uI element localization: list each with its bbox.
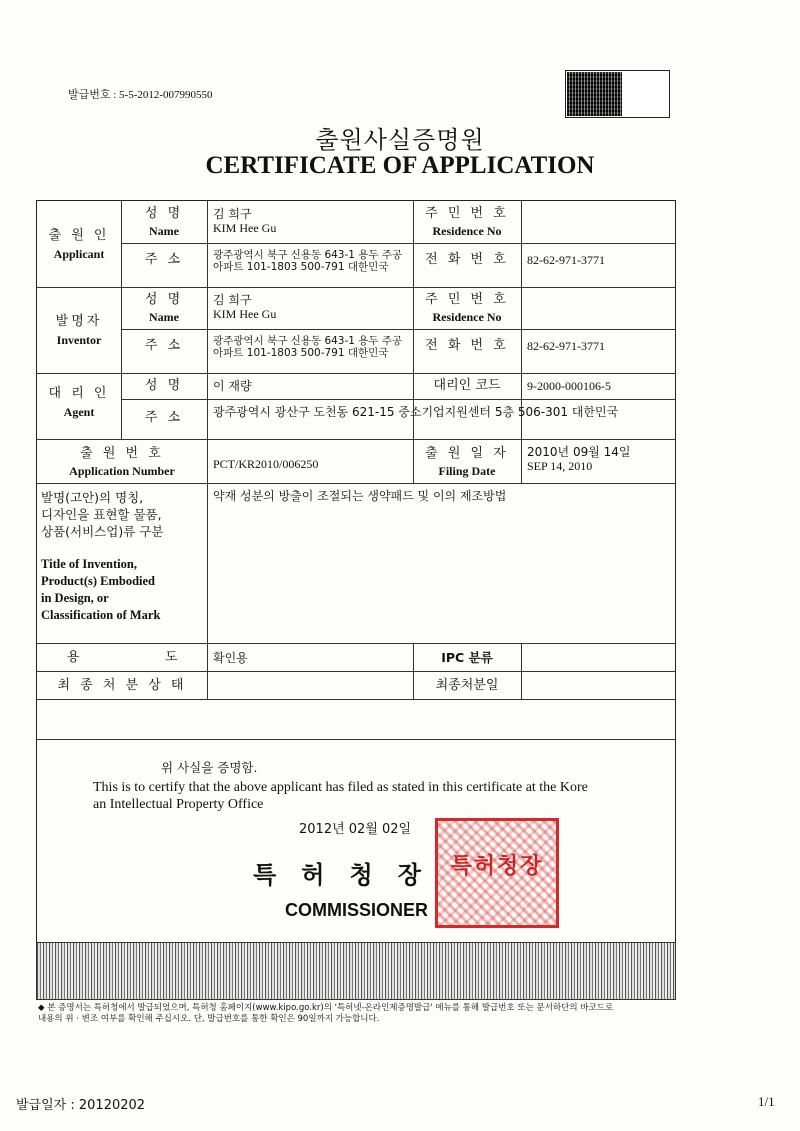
footer-note-1: ◆ 본 증명서는 특허청에서 발급되었으며, 특허청 홈페이지(www.kipo.go.kr)의 '특허넷-온라인제증명발급' 메뉴를 통해 발급번호 또는 문서하단의 바코드로 [38,1003,614,1013]
title-english: CERTIFICATE OF APPLICATION [205,152,595,179]
inventor-name-label-en: Name [149,310,179,324]
application-number: PCT/KR2010/006250 [213,457,319,471]
inventor-name-label-ko: 성 명 [144,292,184,307]
certify-date: 2012년 02월 02일 [299,822,412,837]
office-name-en: COMMISSIONER [285,900,429,920]
inventor-residence-label-en: Residence No [432,310,502,324]
qr-pattern [567,72,622,116]
invention-label-en-1: Title of Invention, [41,557,137,571]
agent-address: 광주광역시 광산구 도천동 621-15 중소기업지원센터 5층 506-301 대한민국 [213,405,619,419]
final-date-label: 최종처분일 [435,678,499,693]
usage-label-2: 도 [165,650,178,665]
office-name-ko: 특 허 청 장 [253,861,421,889]
certify-ko: 위 사실을 증명함. [161,760,258,775]
applicant-phone-label: 전 화 번 호 [425,252,509,267]
verification-barcode [36,942,676,1000]
page-number: 1/1 [758,1094,775,1109]
invention-title: 약재 성분의 방출이 조절되는 생약패드 및 이의 제조방법 [213,489,507,503]
ipc-label: IPC 분류 [441,650,493,665]
certificate-form [36,200,676,944]
filing-date-label-en: Filing Date [438,464,496,478]
inventor-name-en: KIM Hee Gu [213,307,277,321]
applicant-name-en: KIM Hee Gu [213,221,277,235]
invention-label-ko-3: 상품(서비스업)류 구분 [41,524,164,539]
applicant-section-label [37,229,121,261]
applicant-address-label: 주 소 [144,252,184,267]
agent-name-label: 성 명 [144,378,184,393]
footer-note [38,1003,678,1025]
filing-date-en: SEP 14, 2010 [527,459,593,473]
applicant-name-ko: 김 희구 [213,207,252,221]
title-korean: 출원사실증명원 [315,126,485,154]
seal-text: 특허청장 [450,854,544,879]
invention-label-en-2: Product(s) Embodied [41,574,156,588]
applicant-name-label-ko: 성 명 [144,206,184,221]
usage-label-1: 용 [67,650,80,665]
application-number-label-en: Application Number [69,464,175,478]
inventor-phone: 82-62-971-3771 [527,339,605,353]
inventor-address: 광주광역시 북구 신용동 643-1 용두 주공아파트 101-1803 500-791 대한민국 [213,335,403,359]
agent-label-ko: 대 리 인 [48,386,110,401]
applicant-phone: 82-62-971-3771 [527,253,605,267]
usage-value: 확인용 [213,651,248,665]
inventor-address-label: 주 소 [144,338,184,353]
invention-label-en-3: in Design, or [41,591,109,605]
inventor-phone-label: 전 화 번 호 [425,338,509,353]
inventor-name-ko: 김 희구 [213,293,252,307]
agent-code-label: 대리인 코드 [433,378,501,393]
issue-date: 발급일자 : 20120202 [16,1098,146,1113]
agent-label-en: Agent [63,405,95,419]
applicant-label-ko: 출 원 인 [48,228,110,243]
applicant-address: 광주광역시 북구 신용동 643-1 용두 주공아파트 101-1803 500-791 대한민국 [213,249,403,273]
invention-label-ko-2: 디자인을 표현할 물품, [41,507,162,522]
invention-label-en-4: Classification of Mark [41,608,161,622]
final-status-label: 최 종 처 분 상 태 [57,678,187,693]
filing-date-label-ko: 출 원 일 자 [425,446,509,461]
certify-en-2: an Intellectual Property Office [93,797,264,812]
filing-date-ko: 2010년 09월 14일 [527,445,631,459]
official-seal-stamp [435,818,559,928]
applicant-name-label-en: Name [149,224,179,238]
certify-en-1: This is to certify that the above applicant has filed as stated in this certificate at the Kore [93,780,588,795]
agent-code: 9-2000-000106-5 [527,379,611,393]
agent-name: 이 재량 [213,379,252,393]
agent-address-label: 주 소 [144,410,184,425]
invention-label-ko-1: 발명(고안)의 명칭, [41,490,144,505]
applicant-label-en: Applicant [53,247,105,261]
inventor-residence-label-ko: 주 민 번 호 [425,292,509,307]
applicant-residence-label-en: Residence No [432,224,502,238]
application-number-label-ko: 출 원 번 호 [80,446,164,461]
inventor-label-ko: 발명자 [55,314,103,329]
applicant-residence-label-ko: 주 민 번 호 [425,206,509,221]
footer-note-2: 내용의 위 · 변조 여부를 확인해 주십시오. 단, 발급번호를 통한 확인은 90일까지 가능합니다. [38,1014,380,1024]
document-code-box [565,70,670,118]
issue-number: 발급번호 : 5-5-2012-007990550 [68,89,213,101]
inventor-label-en: Inventor [56,333,102,347]
